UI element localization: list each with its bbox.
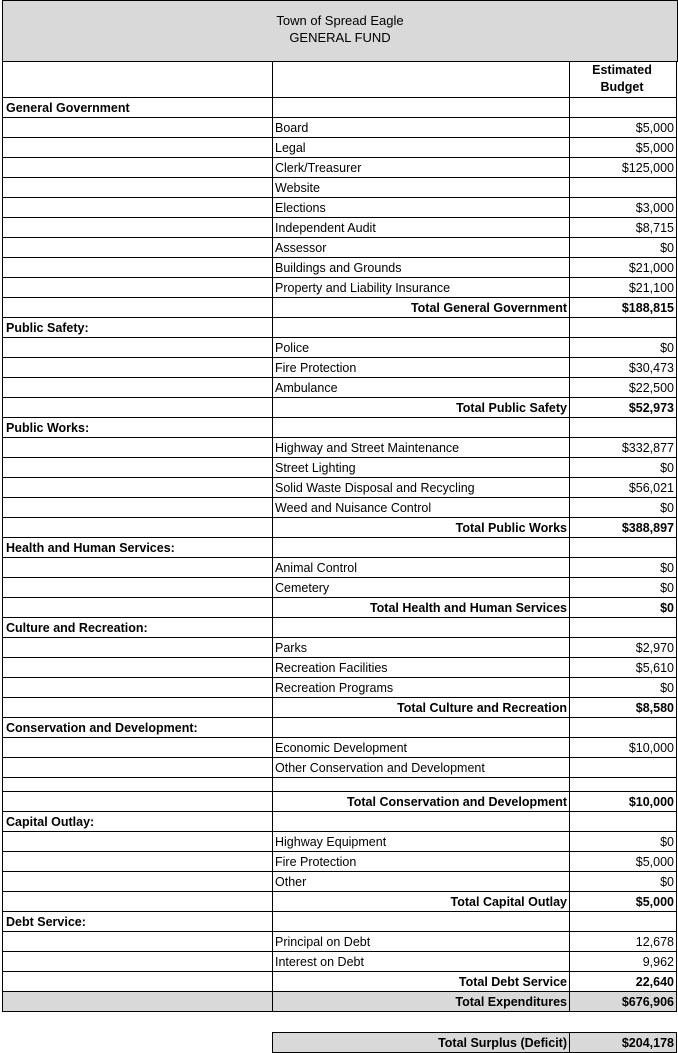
line-item-row [0,497,678,517]
empty-cell [2,277,273,298]
line-item-row [0,577,678,597]
line-item-value: $0 [569,831,677,852]
line-item-label: Street Lighting [272,457,570,478]
line-item-label: Solid Waste Disposal and Recycling [272,477,570,498]
empty-cell [2,831,273,852]
empty-cell [2,377,273,398]
section-name: Culture and Recreation: [2,617,273,638]
section-total-value: $388,897 [569,517,677,538]
line-item-label: Police [272,337,570,358]
section-total-label: Total Public Safety [272,397,570,418]
line-item-label: Fire Protection [272,851,570,872]
line-item-value: $0 [569,497,677,518]
column-header-row [0,61,678,98]
empty-cell [569,417,677,438]
empty-cell [2,637,273,658]
section-header-row [0,717,678,737]
line-item-label: Cemetery [272,577,570,598]
line-item-row [0,831,678,851]
line-item-label: Highway Equipment [272,831,570,852]
total-expenditures-row [0,991,678,1011]
empty-cell [2,737,273,758]
line-item-label: Economic Development [272,737,570,758]
section-total-row [0,517,678,537]
line-item-value: $0 [569,337,677,358]
empty-cell [2,517,273,538]
empty-cell [569,717,677,738]
line-item-value: $0 [569,557,677,578]
empty-cell [2,657,273,678]
line-item-value: $0 [569,577,677,598]
line-item-row [0,337,678,357]
line-item-row [0,217,678,237]
line-item-value: $22,500 [569,377,677,398]
line-item-row [0,157,678,177]
line-item-row [0,457,678,477]
line-item-row [0,437,678,457]
empty-cell [2,337,273,358]
total-surplus-row [0,1032,678,1052]
section-total-row [0,597,678,617]
line-item-value: 9,962 [569,951,677,972]
empty-cell [2,791,273,812]
line-item-label: Assessor [272,237,570,258]
line-item-value: $21,000 [569,257,677,278]
section-header-row [0,417,678,437]
empty-cell [2,851,273,872]
empty-cell [2,137,273,158]
line-item-value: $0 [569,677,677,698]
line-item-row [0,931,678,951]
empty-cell [2,357,273,378]
section-name: General Government [2,97,273,118]
empty-cell [569,811,677,832]
section-total-label: Total Debt Service [272,971,570,992]
line-item-label: Buildings and Grounds [272,257,570,278]
line-item-label: Clerk/Treasurer [272,157,570,178]
section-header-row [0,617,678,637]
line-item-row [0,677,678,697]
line-item-label: Legal [272,137,570,158]
section-total-label: Total General Government [272,297,570,318]
empty-cell [569,911,677,932]
section-total-row [0,397,678,417]
line-item-row [0,637,678,657]
empty-cell [2,951,273,972]
line-item-value: $3,000 [569,197,677,218]
line-item-label: Ambulance [272,377,570,398]
empty-cell [2,437,273,458]
section-total-value: $8,580 [569,697,677,718]
empty-cell [569,617,677,638]
fund-name: GENERAL FUND [289,30,391,45]
line-item-row [0,951,678,971]
section-total-row [0,891,678,911]
line-item-value: $5,000 [569,137,677,158]
line-item-label: Elections [272,197,570,218]
empty-cell [2,197,273,218]
empty-cell [2,237,273,258]
section-total-label: Total Conservation and Development [272,791,570,812]
empty-cell [272,97,570,118]
empty-cell [272,317,570,338]
empty-cell [2,117,273,138]
empty-cell [2,217,273,238]
line-item-row [0,197,678,217]
line-item-label: Other [272,871,570,892]
line-item-value: $5,610 [569,657,677,678]
section-header-row [0,811,678,831]
line-item-row [0,357,678,377]
header-line-2: Budget [600,80,644,94]
empty-cell [272,537,570,558]
section-total-label: Total Culture and Recreation [272,697,570,718]
line-item-value: 12,678 [569,931,677,952]
section-header-row [0,537,678,557]
section-total-label: Total Public Works [272,517,570,538]
empty-cell [2,757,273,778]
line-item-label: Animal Control [272,557,570,578]
line-item-label: Interest on Debt [272,951,570,972]
empty-cell [2,931,273,952]
empty-cell [2,477,273,498]
line-item-label: Recreation Facilities [272,657,570,678]
line-item-value [569,177,677,198]
line-item-value: $5,000 [569,851,677,872]
line-item-row [0,477,678,497]
header-blank-cell [272,61,570,98]
total-expenditures-value: $676,906 [569,991,677,1012]
line-item-row [0,177,678,197]
section-total-value: $5,000 [569,891,677,912]
empty-cell [2,577,273,598]
line-item-label: Other Conservation and Development [272,757,570,778]
header-blank-cell [2,61,273,98]
empty-cell [2,297,273,318]
line-item-label: Parks [272,637,570,658]
empty-cell [2,157,273,178]
line-item-row [0,737,678,757]
section-total-value: $52,973 [569,397,677,418]
estimated-budget-header [569,61,677,98]
empty-cell [2,557,273,578]
empty-cell [2,677,273,698]
line-item-label: Property and Liability Insurance [272,277,570,298]
empty-cell [2,397,273,418]
line-item-row [0,557,678,577]
line-item-row [0,117,678,137]
line-item-row [0,377,678,397]
empty-cell [2,257,273,278]
line-item-row [0,871,678,891]
line-item-row [0,757,678,777]
section-total-value: $0 [569,597,677,618]
empty-cell [272,911,570,932]
header-line-1: Estimated [592,63,652,77]
empty-cell [569,537,677,558]
line-item-value: $0 [569,457,677,478]
line-item-label: Recreation Programs [272,677,570,698]
line-item-value: $332,877 [569,437,677,458]
line-item-value: $0 [569,871,677,892]
empty-cell [569,317,677,338]
line-item-label: Highway and Street Maintenance [272,437,570,458]
empty-cell [569,97,677,118]
section-name: Public Works: [2,417,273,438]
section-total-value: $10,000 [569,791,677,812]
empty-cell [2,991,273,1012]
line-item-value: $10,000 [569,737,677,758]
section-name: Debt Service: [2,911,273,932]
empty-cell [2,891,273,912]
empty-cell [272,717,570,738]
line-item-label: Weed and Nuisance Control [272,497,570,518]
line-item-row [0,137,678,157]
empty-cell [2,497,273,518]
line-item-value: $2,970 [569,637,677,658]
line-item-label: Principal on Debt [272,931,570,952]
empty-cell [272,417,570,438]
section-header-row [0,97,678,117]
empty-cell [2,597,273,618]
line-item-label: Fire Protection [272,357,570,378]
empty-cell [2,777,273,792]
section-name: Public Safety: [2,317,273,338]
empty-cell [2,971,273,992]
section-total-label: Total Capital Outlay [272,891,570,912]
total-expenditures-label: Total Expenditures [272,991,570,1012]
section-header-row [0,317,678,337]
line-item-value: $30,473 [569,357,677,378]
empty-cell [272,617,570,638]
empty-cell [272,811,570,832]
line-item-row [0,851,678,871]
line-item-row [0,277,678,297]
section-total-row [0,697,678,717]
section-total-value: 22,640 [569,971,677,992]
sheet-title [2,0,678,62]
section-header-row [0,911,678,931]
section-total-row [0,297,678,317]
total-surplus-value: $204,178 [569,1032,677,1053]
section-total-value: $188,815 [569,297,677,318]
town-name: Town of Spread Eagle [276,13,404,28]
empty-cell [2,871,273,892]
empty-cell [2,177,273,198]
line-item-value [569,757,677,778]
line-item-value: $8,715 [569,217,677,238]
section-name: Health and Human Services: [2,537,273,558]
line-item-label: Independent Audit [272,217,570,238]
line-item-label: Website [272,177,570,198]
line-item-value [569,777,677,792]
total-surplus-label: Total Surplus (Deficit) [272,1032,570,1053]
line-item-value: $21,100 [569,277,677,298]
line-item-label: Board [272,117,570,138]
section-total-label: Total Health and Human Services [272,597,570,618]
section-name: Capital Outlay: [2,811,273,832]
line-item-value: $0 [569,237,677,258]
line-item-value: $56,021 [569,477,677,498]
line-item-row [0,657,678,677]
line-item-label [272,777,570,792]
line-item-value: $125,000 [569,157,677,178]
empty-cell [2,697,273,718]
line-item-row [0,237,678,257]
line-item-value: $5,000 [569,117,677,138]
empty-cell [2,457,273,478]
section-total-row [0,971,678,991]
line-item-row [0,777,678,791]
line-item-row [0,257,678,277]
section-total-row [0,791,678,811]
section-name: Conservation and Development: [2,717,273,738]
